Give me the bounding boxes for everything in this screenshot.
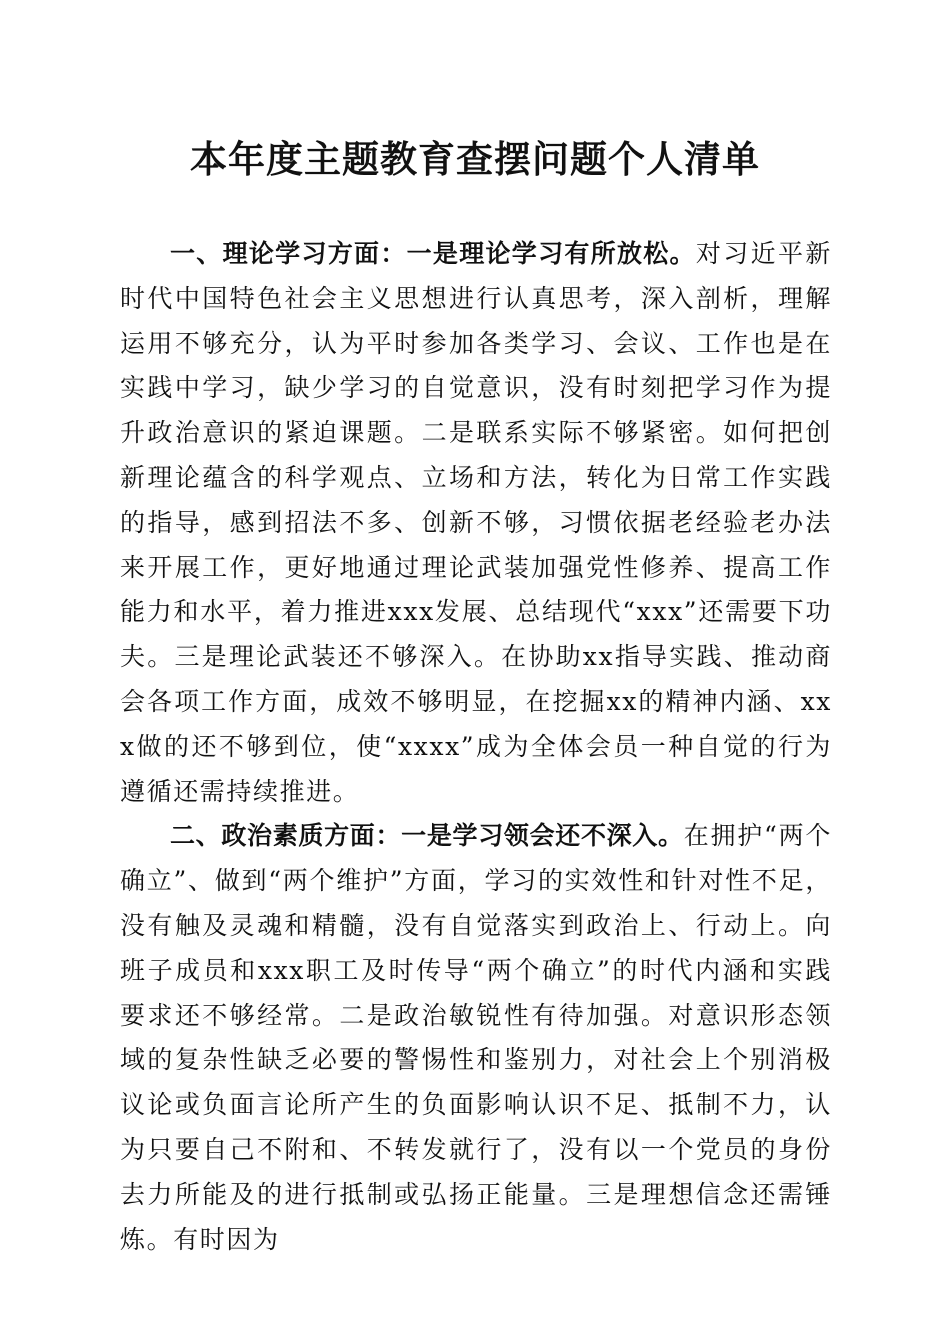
document-body [120, 232, 832, 1262]
section-heading: 一、理论学习方面：一是理论学习有所放松。 [170, 239, 696, 268]
section-content: 在拥护“两个确立”、做到“两个维护”方面，学习的实效性和针对性不足，没有触及灵魂和精髓，没有自觉落实到政治上、行动上。向班子成员和xxx职工及时传导“两个确立”的时代内涵和实践要求还不够经常。二是政治敏锐性有待加强。对意识形态领域的复杂性缺乏必要的警惕性和鉴别力，对社会上个别消极议论或负面言论所产生的负面影响认识不足、抵制不力，认为只要自己不附和、不转发就行了，没有以一个党员的身份去力所能及的进行抵制或弘扬正能量。三是理想信念还需锤炼。有时因为 [120, 821, 832, 1254]
section-heading: 二、政治素质方面：一是学习领会还不深入。 [170, 821, 684, 851]
section-content: 对习近平新时代中国特色社会主义思想进行认真思考，深入剖析，理解运用不够充分，认为平时参加各类学习、会议、工作也是在实践中学习，缺少学习的自觉意识，没有时刻把学习作为提升政治意识的紧迫课题。二是联系实际不够紧密。如何把创新理论蕴含的科学观点、立场和方法，转化为日常工作实践的指导，感到招法不多、创新不够，习惯依据老经验老办法来开展工作，更好地通过理论武装加强党性修养、提高工作能力和水平，着力推进xxx发展、总结现代“xxx”还需要下功夫。三是理论武装还不够深入。在协助xx指导实践、推动商会各项工作方面，成效不够明显，在挖掘xx的精神内涵、xxx做的还不够到位，使“xxxx”成为全体会员一种自觉的行为遵循还需持续推进。 [120, 239, 832, 806]
document-title: 本年度主题教育查摆问题个人清单 [190, 137, 760, 181]
section-political-quality [120, 814, 832, 1262]
section-theory-study [120, 232, 832, 814]
